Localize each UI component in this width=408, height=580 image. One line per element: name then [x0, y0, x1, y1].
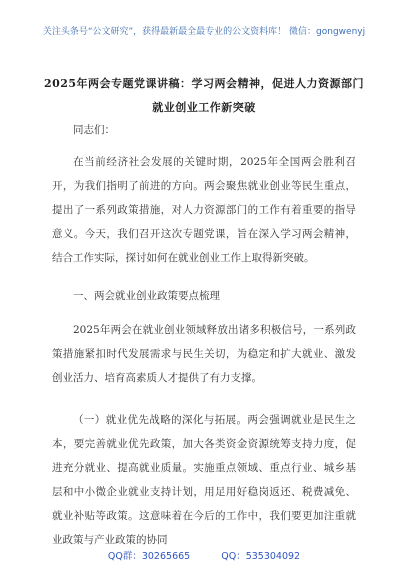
document-title: 2025年两会专题党课讲稿：学习两会精神，促进人力资源部门就业创业工作新突破 [43, 77, 365, 114]
paragraph-overview: 2025年两会在就业创业领域释放出诸多积极信号，一系列政策措施紧扣时代发展需求与民生关切，为稳定和扩大就业、激发创业活力、培育高素质人才提供了有力支撑。 [52, 324, 356, 384]
footer-qq-group: QQ群：30265665 [107, 551, 191, 562]
header-note: 关注头条号“公文研究”，获得最新最全最专业的公文资料库！ 微信：gongwenyj [42, 27, 366, 37]
paragraph-subsection: （一）就业优先战略的深化与拓展。两会强调就业是民生之本，要完善就业优先政策，加大各类资金资源统筹支持力度，促进充分就业、提高就业质量。实施重点领域、重点行业、城乡基层和中小微企业就业支持计划，用足用好稳岗返还、税费减免、就业补贴等政策。这意味着在今后的工作中，我们要更加注重就业政策与产业政策的协同 [52, 414, 356, 546]
footer [0, 548, 408, 562]
section-heading: 一、两会就业创业政策要点梳理 [73, 290, 220, 302]
paragraph-intro: 在当前经济社会发展的关键时期，2025年全国两会胜利召开，为我们指明了前进的方向。两会聚焦就业创业等民生重点，提出了一系列政策措施，对人力资源部门的工作有着重要的指导意义。今天，我们召开这次专题党课，旨在深入学习两会精神，结合工作实际，探讨如何在就业创业工作上取得新突破。 [52, 156, 356, 264]
salutation: 同志们： [73, 124, 115, 136]
footer-qq: QQ：535304092 [221, 551, 301, 562]
